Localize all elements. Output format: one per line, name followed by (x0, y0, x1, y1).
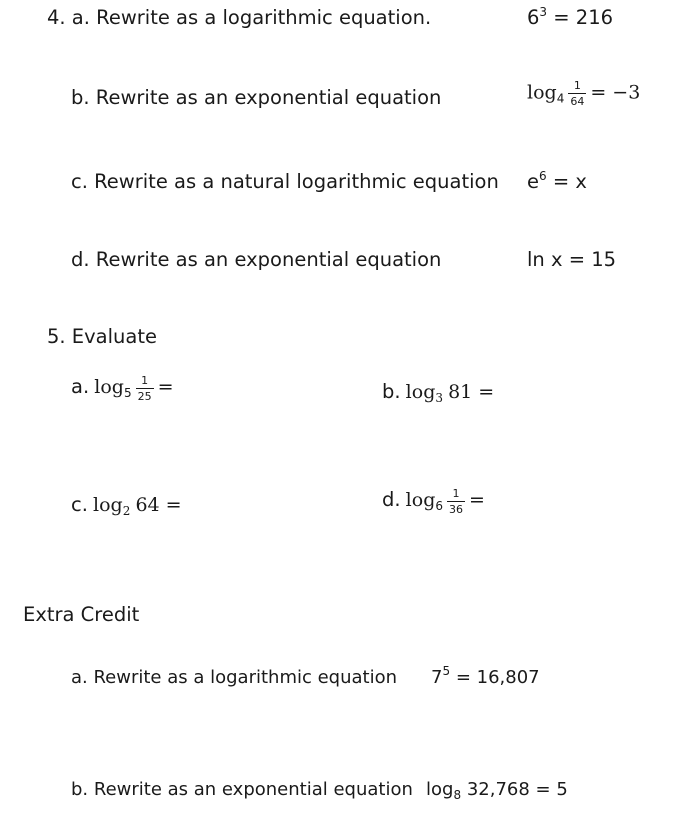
q4d-expression: ln x = 15 (527, 248, 617, 271)
q4d-instruction: d. Rewrite as an exponential equation (71, 248, 442, 271)
q4c-base: e (527, 170, 539, 193)
extra-b-log: log (426, 779, 454, 800)
q5d-base: 6 (435, 499, 443, 513)
q5a-rhs: = (157, 376, 174, 398)
q4c-instruction: c. Rewrite as a natural logarithmic equation (71, 170, 499, 193)
q5c-base: 2 (122, 504, 131, 518)
q5d-denominator: 36 (449, 503, 463, 516)
q5a-denominator: 25 (137, 390, 152, 403)
q5b-log: log (405, 381, 436, 403)
q4a-base: 6 (527, 6, 540, 29)
extra-b-base: 8 (453, 788, 462, 802)
extra-credit-title: Extra Credit (23, 603, 140, 626)
q5b-argument: 81 = (448, 381, 495, 403)
q5c-argument: 64 = (135, 494, 182, 516)
q5c-label: c. (71, 493, 88, 516)
q4b-log: log (527, 81, 557, 104)
extra-b-expression (426, 779, 568, 800)
q4a-instruction: 4. a. Rewrite as a logarithmic equation. (47, 6, 432, 29)
q4a-expression (527, 6, 613, 29)
extra-a-instruction: a. Rewrite as a logarithmic equation (71, 667, 398, 688)
extra-a-rhs: = 16,807 (455, 667, 540, 688)
q4a-rhs: = 216 (553, 6, 614, 29)
q4b-denominator: 64 (570, 95, 585, 108)
extra-b-instruction: b. Rewrite as an exponential equation (71, 779, 413, 800)
q5a-fraction (136, 375, 154, 402)
q5d-label: d. (382, 488, 401, 511)
q5c-log: log (93, 494, 123, 516)
q4b-rhs: = −3 (590, 81, 641, 104)
q4b-expression (527, 80, 640, 107)
q4c-exponent: 6 (539, 168, 547, 183)
q5-title: 5. Evaluate (47, 325, 157, 348)
q4c-rhs: = x (552, 170, 587, 193)
q5a-base: 5 (123, 386, 132, 400)
q5a-numerator: 1 (136, 375, 154, 389)
q4c-expression (527, 170, 587, 193)
extra-b-rhs: 32,768 = 5 (466, 779, 568, 800)
q5c-item (71, 493, 182, 516)
q5a-item (71, 375, 174, 402)
q5a-label: a. (71, 375, 90, 398)
q5b-base: 3 (435, 391, 443, 405)
q5d-numerator: 1 (447, 488, 465, 502)
q4b-base: 4 (556, 91, 565, 106)
q5b-item (382, 380, 494, 403)
q5d-fraction (447, 488, 465, 515)
q5a-log: log (94, 376, 124, 398)
q4a-exponent: 3 (539, 4, 548, 19)
extra-a-expression (431, 664, 540, 688)
q5d-log: log (405, 489, 436, 511)
q4b-fraction (568, 80, 586, 107)
q5d-item (382, 488, 485, 515)
q4b-instruction: b. Rewrite as an exponential equation (71, 86, 442, 109)
q5b-label: b. (382, 380, 401, 403)
q4b-numerator: 1 (568, 80, 586, 94)
extra-a-exponent: 5 (442, 664, 451, 678)
q5d-rhs: = (469, 489, 485, 511)
extra-a-base: 7 (431, 667, 443, 688)
